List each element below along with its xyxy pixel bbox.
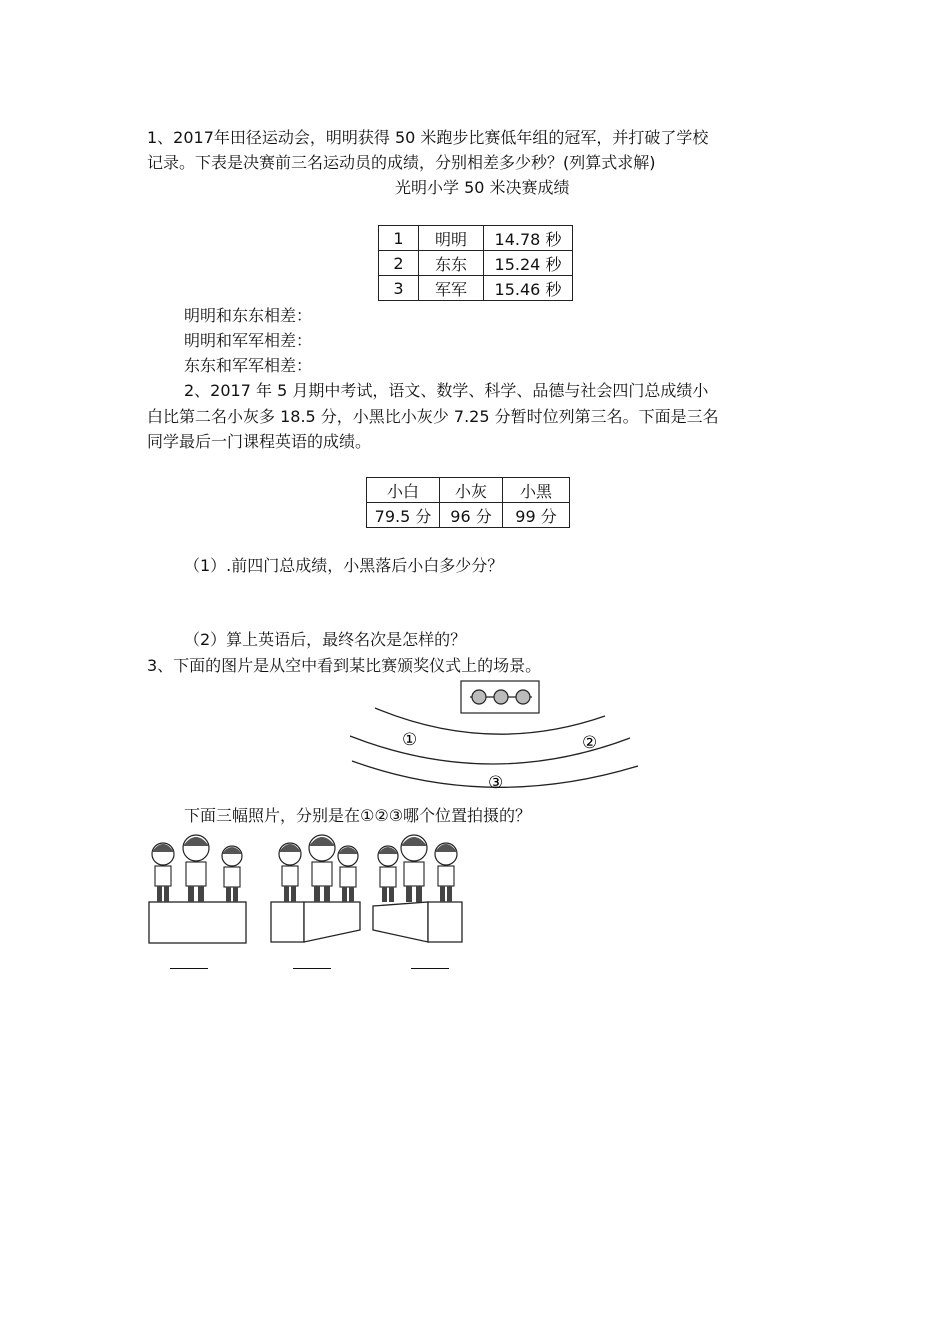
photo-3-illustration [368,830,468,946]
header-cell: 小白 [367,478,440,503]
child-figure [401,835,427,902]
header-cell: 小黑 [503,478,570,503]
podium-side-face [373,902,428,942]
q1-results-table [378,225,573,301]
photo-1-illustration [146,830,250,946]
child-figure [338,846,358,902]
q1-line-2: 记录。下表是决赛前三名运动员的成绩，分别相差多少秒？(列算式求解) [147,153,656,172]
table-row [379,276,573,301]
child-figure [183,835,209,902]
q2-line-1: 2、2017 年 5 月期中考试，语文、数学、科学、品德与社会四门总成绩小 [184,381,709,400]
q2-line-2: 白比第二名小灰多 18.5 分，小黑比小灰少 7.25 分暂时位列第三名。下面是三名 [147,407,719,426]
podium-side-face [304,902,360,942]
q1-table-title: 光明小学 50 米决赛成绩 [395,178,570,197]
person-top-view [472,690,486,704]
person-top-view [516,690,530,704]
q2-line-3: 同学最后一门课程英语的成绩。 [147,432,372,451]
table-row [379,226,573,251]
child-figure [435,843,457,902]
q3-line-1: 3、下面的图片是从空中看到某比赛颁奖仪式上的场景。 [147,656,542,675]
answer-blank-2[interactable] [293,968,331,969]
table-row [367,503,570,528]
podium-block [149,902,246,943]
rank-cell: 2 [379,251,419,276]
q1-line-1: 1、2017年田径运动会，明明获得 50 米跑步比赛低年组的冠军，并打破了学校 [147,128,709,147]
child-figure [152,843,174,902]
q1-diff-3: 东东和军军相差： [184,356,313,375]
header-cell: 小灰 [440,478,503,503]
time-cell: 14.78 秒 [484,226,573,251]
time-cell: 15.46 秒 [484,276,573,301]
podium-front-face [428,902,462,942]
time-cell: 15.24 秒 [484,251,573,276]
child-figure [222,846,242,902]
table-row [367,478,570,503]
photo-2-illustration [266,830,366,946]
rank-cell: 1 [379,226,419,251]
name-cell: 军军 [419,276,484,301]
position-2-label: ② [582,733,598,753]
child-figure [309,835,335,902]
podium-front-face [271,902,304,942]
name-cell: 明明 [419,226,484,251]
answer-blank-1[interactable] [170,968,208,969]
value-cell: 99 分 [503,503,570,528]
q1-diff-1: 明明和东东相差： [184,306,313,325]
q2-sub-question-1: （1）.前四门总成绩，小黑落后小白多少分？ [184,556,504,575]
q2-english-scores-table [366,477,570,528]
overhead-diagram [340,676,650,796]
child-figure [378,846,398,902]
value-cell: 96 分 [440,503,503,528]
value-cell: 79.5 分 [367,503,440,528]
answer-blank-3[interactable] [411,968,449,969]
child-figure [279,843,301,902]
rank-cell: 3 [379,276,419,301]
q3-prompt: 下面三幅照片，分别是在①②③哪个位置拍摄的？ [184,806,532,825]
q2-sub-question-2: （2）算上英语后，最终名次是怎样的？ [184,630,467,649]
q1-diff-2: 明明和军军相差： [184,331,313,350]
table-row [379,251,573,276]
name-cell: 东东 [419,251,484,276]
position-1-label: ① [402,730,418,750]
position-3-label: ③ [488,773,504,793]
person-top-view [494,690,508,704]
